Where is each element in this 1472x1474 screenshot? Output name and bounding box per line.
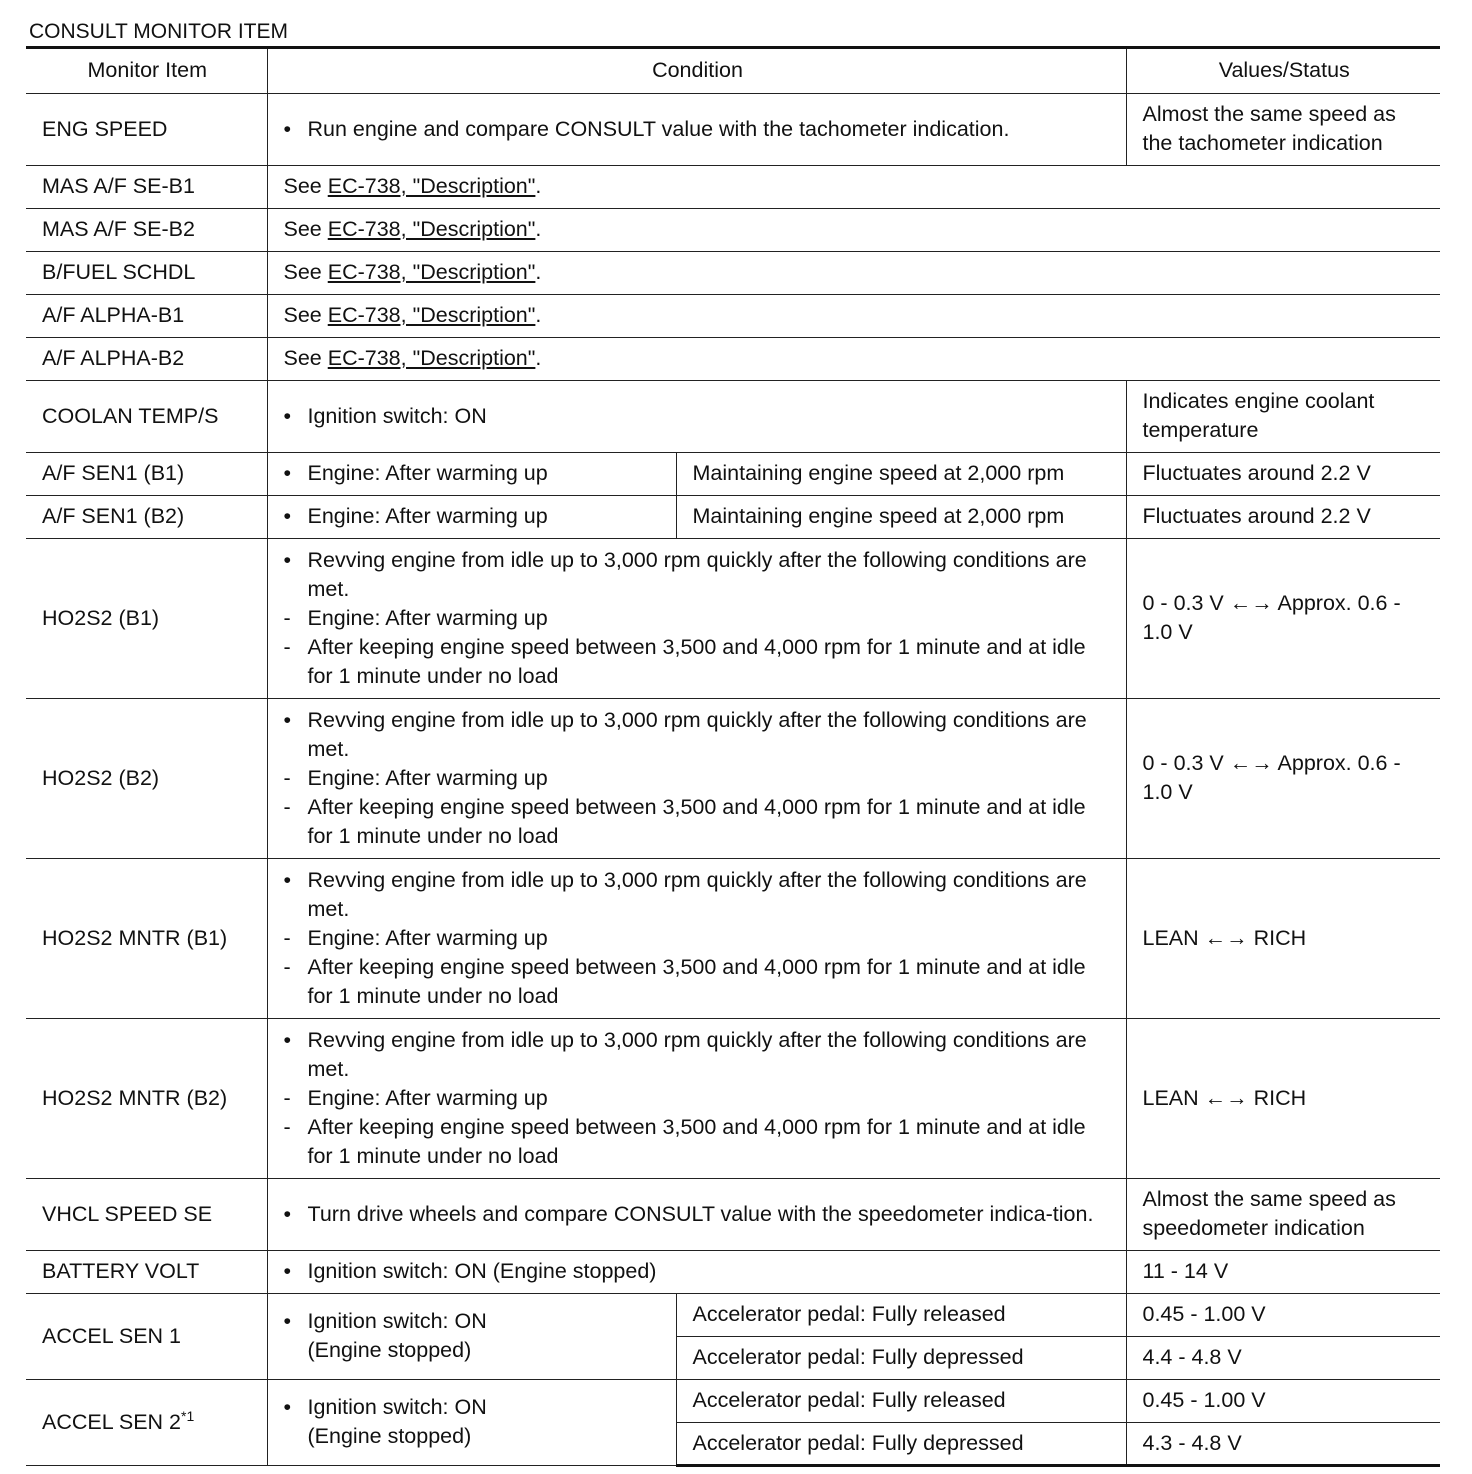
- condition-cell: [267, 1251, 1126, 1294]
- condition-cell: [267, 453, 676, 496]
- table-row: [26, 539, 1440, 699]
- condition-subitem: Engine: After warming up: [307, 605, 548, 630]
- see-prefix: See: [283, 174, 328, 198]
- condition-cell: [267, 1019, 1126, 1179]
- monitor-item-label: ACCEL SEN 2: [42, 1409, 182, 1434]
- value-cell: Fluctuates around 2.2 V: [1126, 496, 1440, 539]
- condition-subitem: After keeping engine speed between 3,500 and 4,000 rpm for 1 minute and at idle for 1 minute under no load: [307, 634, 1086, 688]
- dash-marker: -: [283, 925, 291, 950]
- condition-text: Revving engine from idle up to 3,000 rpm quickly after the following conditions are met.: [307, 867, 1087, 921]
- value-cell: 0.45 - 1.00 V: [1126, 1380, 1440, 1423]
- header-values-status: Values/Status: [1126, 48, 1440, 94]
- monitor-item: B/FUEL SCHDL: [26, 252, 267, 295]
- condition-cell: [267, 539, 1126, 699]
- condition-text: Revving engine from idle up to 3,000 rpm quickly after the following conditions are met.: [307, 547, 1087, 601]
- condition-cell: [267, 496, 676, 539]
- monitor-item: COOLAN TEMP/S: [26, 381, 267, 453]
- sub-condition-cell: Accelerator pedal: Fully released: [676, 1294, 1126, 1337]
- table-row: [26, 1179, 1440, 1251]
- condition-text: Engine: After warming up: [307, 504, 548, 528]
- bullet-marker: •: [283, 403, 292, 428]
- monitor-item: A/F ALPHA-B2: [26, 338, 267, 381]
- bullet-marker: •: [283, 547, 292, 572]
- condition-cell: [267, 381, 1126, 453]
- monitor-item: ENG SPEED: [26, 94, 267, 166]
- see-prefix: See: [283, 303, 328, 327]
- description-link[interactable]: EC-738, "Description": [327, 174, 536, 198]
- section-title: CONSULT MONITOR ITEM: [29, 20, 289, 43]
- value-cell: Fluctuates around 2.2 V: [1126, 453, 1440, 496]
- table-row: [26, 166, 1440, 209]
- condition-cell: [267, 1179, 1126, 1251]
- value-cell: Indicates engine coolant temperature: [1126, 381, 1440, 453]
- dash-marker: -: [283, 1085, 291, 1110]
- dash-marker: -: [283, 794, 291, 819]
- sub-condition-cell: Maintaining engine speed at 2,000 rpm: [676, 453, 1126, 496]
- table-row: [26, 94, 1440, 166]
- condition-subitem: Engine: After warming up: [307, 765, 548, 790]
- reference-cell: [267, 166, 1440, 209]
- condition-subitem: Engine: After warming up: [307, 925, 548, 950]
- consult-monitor-table: [26, 46, 1440, 1467]
- value-cell: 0 - 0.3 V ←→ Approx. 0.6 - 1.0 V: [1126, 539, 1440, 699]
- condition-text: Ignition switch: ON (Engine stopped): [307, 1259, 657, 1283]
- table-row: [26, 1380, 1440, 1423]
- value-cell: Almost the same speed as the tachometer indication: [1126, 94, 1440, 166]
- description-link[interactable]: EC-738, "Description": [327, 303, 536, 327]
- table-row: [26, 496, 1440, 539]
- condition-text: Ignition switch: ON: [307, 403, 487, 428]
- table-row: [26, 1019, 1440, 1179]
- table-row: [26, 295, 1440, 338]
- header-condition: Condition: [267, 48, 1126, 94]
- monitor-item: [26, 1380, 267, 1466]
- sub-condition-cell: Accelerator pedal: Fully depressed: [676, 1423, 1126, 1466]
- see-suffix: .: [535, 260, 542, 284]
- value-cell: LEAN ←→ RICH: [1126, 1019, 1440, 1179]
- condition-subitem: Engine: After warming up: [307, 1085, 548, 1110]
- reference-cell: [267, 295, 1440, 338]
- table-row: [26, 699, 1440, 859]
- condition-cell: [267, 94, 1126, 166]
- value-cell: 0 - 0.3 V ←→ Approx. 0.6 - 1.0 V: [1126, 699, 1440, 859]
- table-row: [26, 338, 1440, 381]
- reference-cell: [267, 338, 1440, 381]
- monitor-item: MAS A/F SE-B1: [26, 166, 267, 209]
- value-cell: LEAN ←→ RICH: [1126, 859, 1440, 1019]
- condition-cell: [267, 859, 1126, 1019]
- bullet-marker: •: [283, 116, 292, 141]
- value-cell: Almost the same speed as speedometer indication: [1126, 1179, 1440, 1251]
- bullet-marker: •: [283, 1201, 292, 1226]
- sub-condition-cell: Maintaining engine speed at 2,000 rpm: [676, 496, 1126, 539]
- sub-condition-cell: Accelerator pedal: Fully depressed: [676, 1337, 1126, 1380]
- condition-text: Run engine and compare CONSULT value with the tachometer indication.: [307, 116, 1010, 141]
- monitor-item: HO2S2 MNTR (B2): [26, 1019, 267, 1179]
- monitor-item: ACCEL SEN 1: [26, 1294, 267, 1380]
- value-cell: 4.3 - 4.8 V: [1126, 1423, 1440, 1466]
- value-cell: 11 - 14 V: [1126, 1251, 1440, 1294]
- bullet-marker: •: [283, 707, 292, 732]
- monitor-item: A/F SEN1 (B2): [26, 496, 267, 539]
- table-row: [26, 209, 1440, 252]
- monitor-item: HO2S2 (B2): [26, 699, 267, 859]
- condition-cell: [267, 1294, 676, 1380]
- monitor-item: BATTERY VOLT: [26, 1251, 267, 1294]
- sub-condition-cell: Accelerator pedal: Fully released: [676, 1380, 1126, 1423]
- table-row: [26, 859, 1440, 1019]
- see-suffix: .: [535, 174, 542, 198]
- bullet-marker: •: [283, 504, 292, 528]
- bullet-marker: •: [283, 461, 292, 485]
- reference-cell: [267, 209, 1440, 252]
- bullet-marker: •: [283, 1027, 292, 1052]
- see-prefix: See: [283, 260, 328, 284]
- table-row: [26, 1294, 1440, 1337]
- bullet-marker: •: [283, 1309, 292, 1333]
- see-prefix: See: [283, 217, 328, 241]
- condition-text: Engine: After warming up: [307, 461, 548, 485]
- condition-text: Ignition switch: ON (Engine stopped): [307, 1395, 487, 1448]
- condition-subitem: After keeping engine speed between 3,500 and 4,000 rpm for 1 minute and at idle for 1 minute under no load: [307, 794, 1086, 848]
- dash-marker: -: [283, 1114, 291, 1139]
- footnote-marker: *1: [181, 1407, 195, 1424]
- table-row: [26, 252, 1440, 295]
- table-row: [26, 453, 1440, 496]
- condition-text: Turn drive wheels and compare CONSULT value with the speedometer indica-tion.: [307, 1201, 1094, 1226]
- dash-marker: -: [283, 634, 291, 659]
- monitor-item: HO2S2 (B1): [26, 539, 267, 699]
- condition-cell: [267, 1380, 676, 1466]
- bullet-marker: •: [283, 1259, 292, 1283]
- condition-text: Revving engine from idle up to 3,000 rpm quickly after the following conditions are met.: [307, 707, 1087, 761]
- value-cell: 0.45 - 1.00 V: [1126, 1294, 1440, 1337]
- reference-cell: [267, 252, 1440, 295]
- condition-subitem: After keeping engine speed between 3,500 and 4,000 rpm for 1 minute and at idle for 1 minute under no load: [307, 954, 1086, 1008]
- condition-cell: [267, 699, 1126, 859]
- monitor-item: MAS A/F SE-B2: [26, 209, 267, 252]
- dash-marker: -: [283, 954, 291, 979]
- description-link[interactable]: EC-738, "Description": [327, 346, 536, 370]
- condition-text: Ignition switch: ON (Engine stopped): [307, 1309, 487, 1362]
- header-monitor-item: Monitor Item: [26, 48, 267, 94]
- table-row: [26, 381, 1440, 453]
- see-prefix: See: [283, 346, 328, 370]
- monitor-item: A/F ALPHA-B1: [26, 295, 267, 338]
- description-link[interactable]: EC-738, "Description": [327, 217, 536, 241]
- see-suffix: .: [535, 346, 542, 370]
- bullet-marker: •: [283, 1395, 292, 1419]
- condition-text: Revving engine from idle up to 3,000 rpm quickly after the following conditions are met.: [307, 1027, 1087, 1081]
- dash-marker: -: [283, 605, 291, 630]
- monitor-item: HO2S2 MNTR (B1): [26, 859, 267, 1019]
- table-row: [26, 1251, 1440, 1294]
- value-cell: 4.4 - 4.8 V: [1126, 1337, 1440, 1380]
- monitor-item: A/F SEN1 (B1): [26, 453, 267, 496]
- see-suffix: .: [535, 217, 542, 241]
- dash-marker: -: [283, 765, 291, 790]
- see-suffix: .: [535, 303, 542, 327]
- table-header-row: [26, 48, 1440, 94]
- description-link[interactable]: EC-738, "Description": [327, 260, 536, 284]
- condition-subitem: After keeping engine speed between 3,500 and 4,000 rpm for 1 minute and at idle for 1 minute under no load: [307, 1114, 1086, 1168]
- bullet-marker: •: [283, 867, 292, 892]
- monitor-item: VHCL SPEED SE: [26, 1179, 267, 1251]
